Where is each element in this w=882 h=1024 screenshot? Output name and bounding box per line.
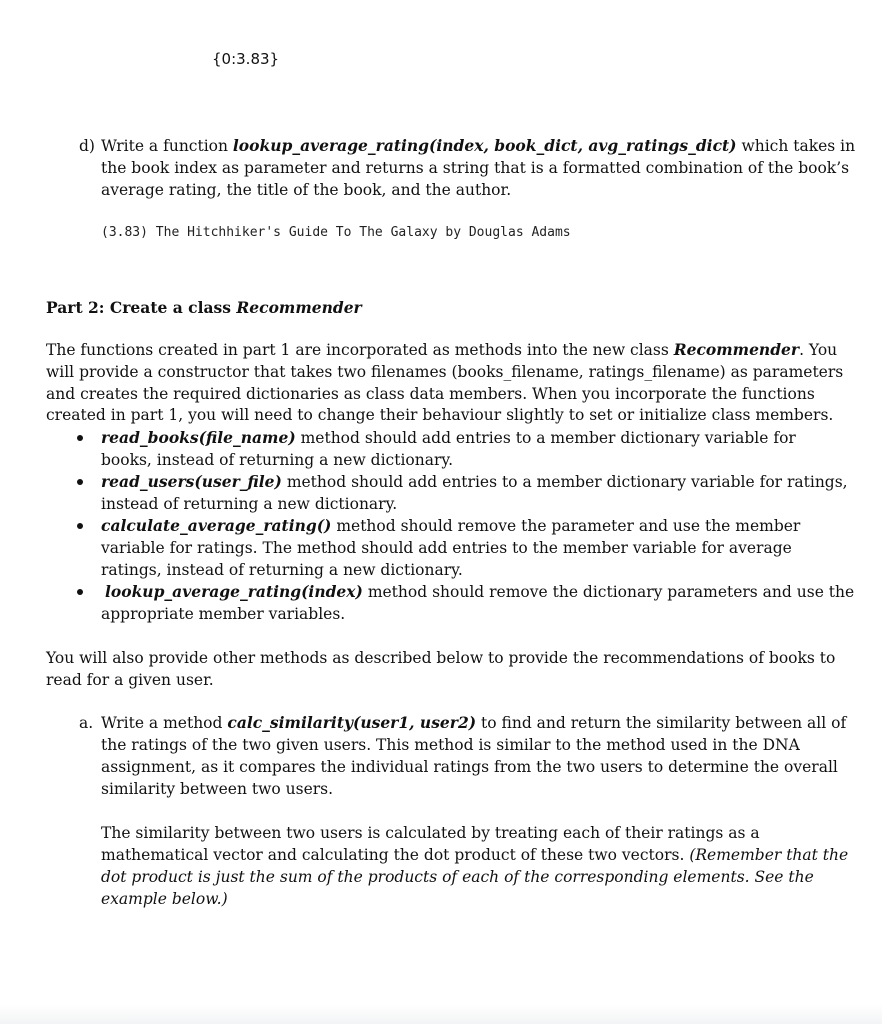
item-a-line-4: similarity between two users. [101,780,334,798]
part-d-line-2: the book index as parameter and returns a string that is a formatted combination of the book’s [101,159,850,177]
bullet-3-method: calculate_average_rating() [101,516,332,535]
similarity-line-3: dot product is just the sum of the products of each of the corresponding elements. See the [101,868,814,886]
bullet-dot [77,589,83,595]
part2-heading [46,297,362,319]
item-a-rest: to find and return the similarity between all of [481,714,847,732]
bullet-dot [77,479,83,485]
bullet-3-line-3: ratings, instead of returning a new dictionary. [101,561,463,579]
bullet-2-method: read_users(user_file) [101,472,282,491]
item-a-line-2: the ratings of the two given users. This method is similar to the method used in the DNA [101,736,800,754]
item-a-method: calc_similarity(user1, user2) [227,713,477,732]
part2-p1-class-name: Recommender [673,340,800,359]
similarity-line-1: The similarity between two users is calculated by treating each of their ratings as a [101,824,760,842]
bullet-1-line-2: books, instead of returning a new dictionary. [101,451,453,469]
bullet-dot [77,435,83,441]
part2-p1-line-3: and creates the required dictionaries as class data members. When you incorporate the functions [46,385,815,403]
bullet-4-method: lookup_average_rating(index) [105,582,363,601]
similarity-line-2 [101,844,851,866]
part-d-function-signature: lookup_average_rating(index, book_dict, avg_ratings_dict) [232,136,737,155]
bullet-2-text: method should add entries to a member dictionary variable for ratings, [286,473,848,491]
part2-heading-class: Recommender [236,298,362,317]
bullet-3-text: method should remove the parameter and use the member [336,517,801,535]
bullet-1-text: method should add entries to a member dictionary variable for [300,429,796,447]
bullet-4-text: method should remove the dictionary parameters and use the [367,583,855,601]
item-a-line-3: assignment, as it compares the individual ratings from the two users to determine the overall [101,758,838,776]
bullet-3-line-1 [101,515,851,537]
bullet-2-line-1 [101,471,851,493]
part-d-rest: which takes in [741,137,856,155]
part-d-line-3: average rating, the title of the book, and the author. [101,181,512,199]
bullet-1-method: read_books(file_name) [101,428,296,447]
part-d-intro: Write a function [101,137,228,155]
part2-p1-text-c: . You [799,341,838,359]
page-bottom-edge [0,1004,882,1024]
part2-p2-line-1: You will also provide other methods as described below to provide the recommendations of books to [46,649,836,667]
part2-p1-line-4: created in part 1, you will need to change their behaviour slightly to set or initialize class members. [46,406,834,424]
bullet-4-line-1 [105,581,855,603]
bullet-3-line-2: variable for ratings. The method should add entries to the member variable for average [101,539,792,557]
bullet-dot [77,523,83,529]
similarity-line-4: example below.) [101,890,228,908]
bullet-2-line-2: instead of returning a new dictionary. [101,495,398,513]
part2-p1-line-1 [46,339,846,361]
part-d-line-1 [101,135,856,157]
bullet-1-line-1 [101,427,851,449]
similarity-text: mathematical vector and calculating the dot product of these two vectors. [101,846,685,864]
item-a-label: a. [79,714,94,732]
similarity-note-start: (Remember that the [689,846,849,864]
item-a-intro: Write a method [101,714,223,732]
dict-output: {0:3.83} [212,50,280,68]
part2-heading-prefix: Part 2: Create a class [46,298,231,317]
part2-p2-line-2: read for a given user. [46,671,214,689]
part2-p1-line-2: will provide a constructor that takes two filenames (books_filename, ratings_filename) as parameters [46,363,844,381]
bullet-4-line-2: appropriate member variables. [101,605,346,623]
part-d-label: d) [79,137,95,155]
item-a-line-1 [101,712,851,734]
part2-p1-text-a: The functions created in part 1 are incorporated as methods into the new class [46,341,669,359]
part-d-example-output: (3.83) The Hitchhiker's Guide To The Galaxy by Douglas Adams [101,225,571,240]
